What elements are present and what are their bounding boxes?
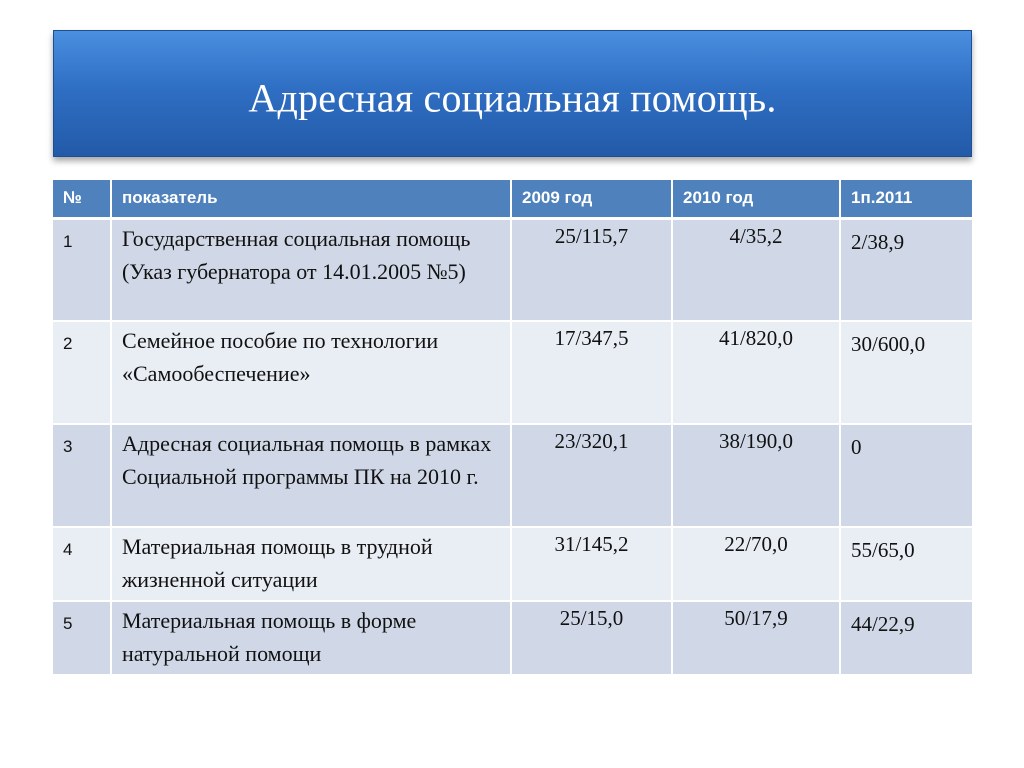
cell-2009: 31/145,2 <box>511 527 672 601</box>
row-number: 3 <box>53 424 111 527</box>
cell-2009: 25/115,7 <box>511 218 672 321</box>
cell-h1-2011: 0 <box>840 424 972 527</box>
header-number: № <box>53 180 111 218</box>
cell-2009: 17/347,5 <box>511 321 672 424</box>
cell-h1-2011: 30/600,0 <box>840 321 972 424</box>
assistance-table <box>53 180 972 676</box>
header-indicator: показатель <box>111 180 511 218</box>
cell-2010: 41/820,0 <box>672 321 840 424</box>
table-row <box>53 218 972 321</box>
row-indicator: Материальная помощь в форме натуральной помощи <box>111 601 511 675</box>
cell-2010: 4/35,2 <box>672 218 840 321</box>
cell-2009: 25/15,0 <box>511 601 672 675</box>
table-row <box>53 321 972 424</box>
header-2010: 2010 год <box>672 180 840 218</box>
row-number: 1 <box>53 218 111 321</box>
row-number: 2 <box>53 321 111 424</box>
table-row <box>53 424 972 527</box>
row-indicator: Семейное пособие по технологии «Самообеспечение» <box>111 321 511 424</box>
cell-2010: 50/17,9 <box>672 601 840 675</box>
row-indicator: Государственная социальная помощь (Указ губернатора от 14.01.2005 №5) <box>111 218 511 321</box>
slide-title: Адресная социальная помощь. <box>248 75 777 121</box>
header-h1-2011: 1п.2011 <box>840 180 972 218</box>
row-indicator: Адресная социальная помощь в рамках Социальной программы ПК на 2010 г. <box>111 424 511 527</box>
row-number: 4 <box>53 527 111 601</box>
cell-h1-2011: 55/65,0 <box>840 527 972 601</box>
table-header-row <box>53 180 972 218</box>
row-number: 5 <box>53 601 111 675</box>
cell-2010: 22/70,0 <box>672 527 840 601</box>
cell-2009: 23/320,1 <box>511 424 672 527</box>
table-row <box>53 601 972 675</box>
title-banner <box>53 30 972 157</box>
row-indicator: Материальная помощь в трудной жизненной ситуации <box>111 527 511 601</box>
header-2009: 2009 год <box>511 180 672 218</box>
cell-2010: 38/190,0 <box>672 424 840 527</box>
table-row <box>53 527 972 601</box>
cell-h1-2011: 2/38,9 <box>840 218 972 321</box>
cell-h1-2011: 44/22,9 <box>840 601 972 675</box>
